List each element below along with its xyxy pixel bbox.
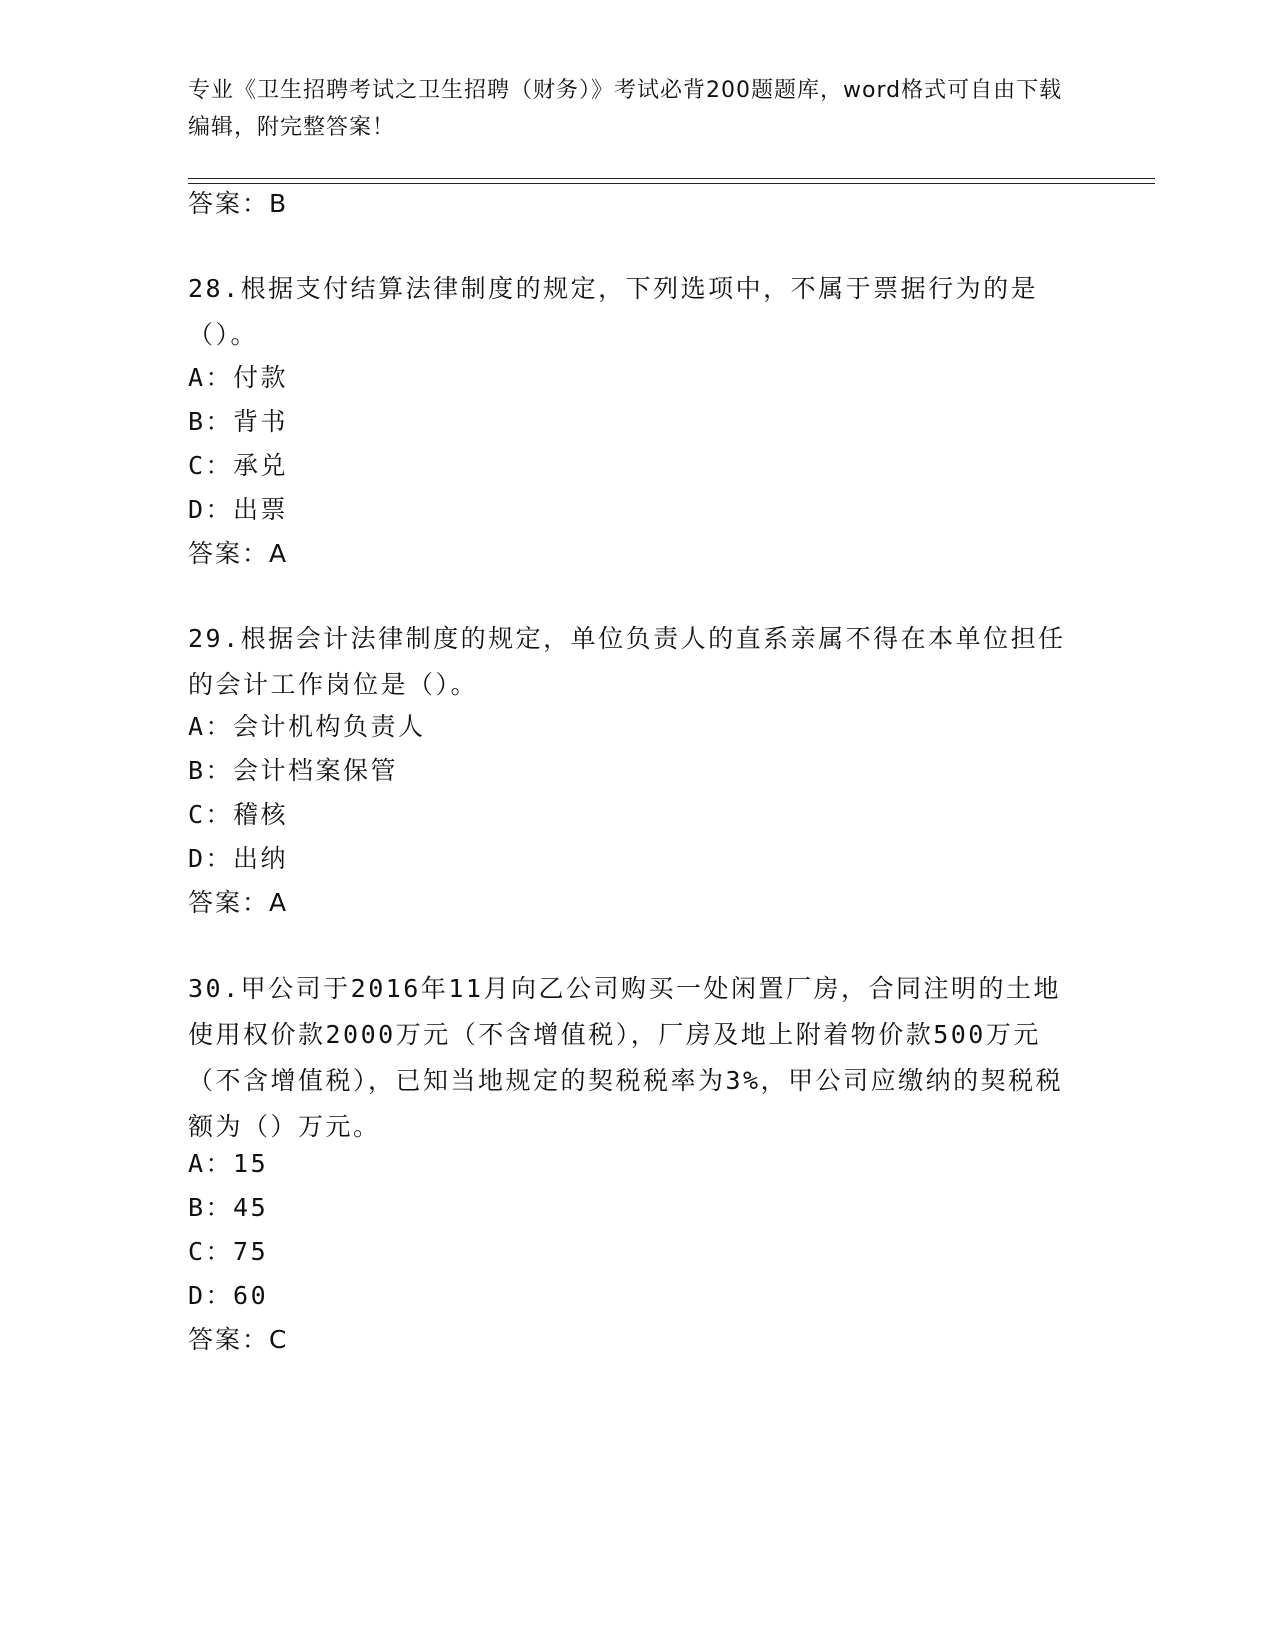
question-28-option-b: B：背书 — [188, 407, 289, 436]
question-30-option-d: D：60 — [188, 1281, 269, 1310]
header-divider-top — [188, 178, 1155, 179]
question-29-option-c: C：稽核 — [188, 800, 289, 829]
question-28-answer: 答案：A — [188, 539, 289, 568]
question-30-option-a: A：15 — [188, 1149, 269, 1178]
question-29-answer: 答案：A — [188, 888, 289, 917]
question-30-answer: 答案：C — [188, 1325, 289, 1354]
question-30-option-b: B：45 — [188, 1193, 269, 1222]
question-29-option-d: D：出纳 — [188, 844, 289, 873]
question-29-option-b: B：会计档案保管 — [188, 756, 399, 785]
question-28-text: 28.根据支付结算法律制度的规定，下列选项中，不属于票据行为的是（）。 — [188, 274, 1039, 349]
question-30-option-c: C：75 — [188, 1237, 269, 1266]
header-divider-bottom — [188, 183, 1155, 184]
question-29-option-a: A：会计机构负责人 — [188, 712, 426, 741]
question-28-option-a: A：付款 — [188, 363, 289, 392]
document-header: 专业《卫生招聘考试之卫生招聘（财务）》考试必背200题题库，word格式可自由下载编辑，附完整答案！ — [188, 78, 1063, 140]
question-29-text: 29.根据会计法律制度的规定，单位负责人的直系亲属不得在本单位担任的会计工作岗位是（）。 — [188, 624, 1066, 699]
question-30-text: 30.甲公司于2016年11月向乙公司购买一处闲置厂房，合同注明的土地使用权价款2000万元（不含增值税），厂房及地上附着物价款500万元（不含增值税），已知当地规定的契税税率为3%，甲公司应缴纳的契税税额为（）万元。 — [188, 974, 1064, 1141]
previous-answer: 答案：B — [188, 189, 289, 218]
question-28-option-c: C：承兑 — [188, 451, 289, 480]
question-28-option-d: D：出票 — [188, 495, 289, 524]
